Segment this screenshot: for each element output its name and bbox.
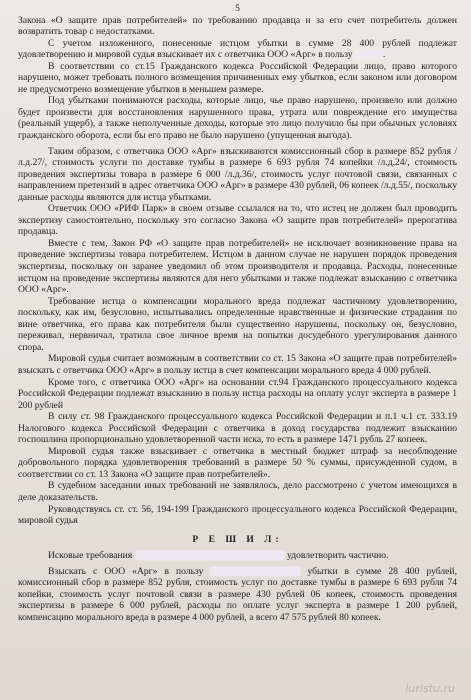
paragraph-6: Ответчик ООО «РИФ Парк» в своем отзыве ссылался на то, что истец не должен был проводить экспертизу самостоятельно, поскольку это согласно Закона «О защите прав потребителей» прерогатива продавца. — [18, 203, 457, 238]
ruling-recover-start: Взыскать с ООО «Арг» в пользу — [48, 565, 204, 577]
ruling-claims-end: удовлетворить частично. — [287, 550, 389, 562]
page-number: 5 — [235, 3, 240, 14]
redaction-mark — [135, 551, 285, 560]
paragraph-2-text: С учетом изложенного, понесенные истцом убытки в сумме 28 400 рублей подлежат удовлетворению и мировой судья взыскивает их с ответчика ООО «Арг» в пользу — [18, 37, 457, 61]
ruling-heading: Р Е Ш И Л: — [192, 533, 283, 545]
paragraph-1: Закона «О защите прав потребителей» по требованию продавца и за его счет потребитель должен возвратить товар с недостатками. — [18, 14, 457, 38]
paragraph-2: С учетом изложенного, понесенные истцом убытки в сумме 28 400 рублей подлежат удовлетворению и мировой судья взыскивает их с ответчика ООО «Арг» в пользу . — [18, 37, 457, 61]
paragraph-4: Под убытками понимаются расходы, которые лицо, чье право нарушено, произвело или должно будет произвести для восстановления нарушенного права, утрата или повреждение его имущества (реальный ущерб), а также неполученные доходы, которые это лицо получило бы при обычных условиях гражданского оборота, если бы его право не было нарушено (упущенная выгода). — [18, 95, 457, 142]
watermark: luristu.ru — [405, 682, 455, 696]
redaction-mark — [210, 567, 300, 576]
paragraph-8: Требование истца о компенсации морального вреда подлежат частичному удовлетворению, поскольку, как им, безусловно, испытывались определенные нравственные и физические страдания по вине ответчика, его права как потребителя были существенно нарушены, поскольку он, безусловно, переживал, нервничал, тратила свое личное время на попытки досудебного урегулирования данного спора. — [18, 295, 457, 353]
redaction-mark — [355, 50, 383, 59]
ruling-claims-start: Исковые требования — [48, 550, 133, 562]
paragraph-12: Мировой судья также взыскивает с ответчика в местный бюджет штраф за несоблюдение добровольного порядка удовлетворения требований в размере 50 % суммы, присужденной судом, в соответствии со ст. 13 Закона «О защите прав потребителей». — [18, 445, 457, 480]
ruling-claims — [18, 550, 457, 562]
paragraph-3: В соответствии со ст.15 Гражданского кодекса Российской Федерации лицо, право которого нарушено, может требовать полного возмещения причиненных ему убытков, если законом или договором не предусмотрено возмещение убытков в меньшем размере. — [18, 60, 457, 95]
paragraph-9: Мировой судья считает возможным в соответствии со ст. 15 Закона «О защите прав потребителей» взыскать с ответчика ООО «Арг» в пользу истца в счет компенсации морального вреда 4 000 рублей. — [18, 353, 457, 376]
paragraph-11: В силу ст. 98 Гражданского процессуального кодекса Российской Федерации и п.1 ч.1 ст. 333.19 Налогового кодекса Российской Федерации с ответчика в доход государства подлежит взысканию госпошлина пропорционально удовлетворенной части иска, то есть в размере 1471 рубль 27 копеек. — [18, 411, 457, 446]
ruling-recover-rest: убытки в сумме 28 400 рублей, комиссионный сбор в размере 852 рубля, стоимость услуг по доставке тумбы в размере 6 693 рубля 74 копейки, стоимость услуг почтовой связи в размере 430 рублей 06 копеек, стоимость проведения экспертизы в размере 6 000 рублей, расходы по оплате услуг эксперта в размере 1 200 рублей, компенсацию морального вреда в размере 4 000 рублей, а всего 47 575 рублей 80 копеек. — [18, 565, 457, 623]
paragraph-14: Руководствуясь ст. ст. 56, 194-199 Гражданского процессуального кодекса Российской Федерации, мировой судья — [18, 503, 457, 527]
paragraph-5: Таким образом, с ответчика ООО «Арг» взыскиваются комиссионный сбор в размере 852 рубля /л.д.27/, стоимость услуги по доставке тумбы в размере 6 693 рубля 74 копейки /л.д.24/, стоимость проведения экспертизы товара в размере 6 000 /л.д.36/, стоимость услуг почтовой связи, связанных с направлением претензий в адрес ответчика ООО «Арг» в размере 430 рублей, 06 копеек /л.д.55/, поскольку данные расходы являются для истца убытками. — [18, 145, 457, 203]
paragraph-13: В судебном заседании иных требований не заявлялось, дело рассмотрено с учетом имеющихся в деле доказательств. — [18, 480, 457, 503]
paragraph-7: Вместе с тем, Закон РФ «О защите прав потребителей» не исключает возникновение права на проведение экспертизы товара потребителем. Истцом в данном случае не нарушен порядок проведения экспертизы, поскольку он заранее уведомил об этом производителя и продавца. Расходы, понесенные истцом на проведение экспертизы являются для него убытками и также подлежат взысканию с ответчика ООО «Арг». — [18, 237, 457, 296]
paragraph-10: Кроме того, с ответчика ООО «Арг» на основании ст.94 Гражданского процессуального кодекса Российской Федерации подлежат взысканию в пользу истца расходы на оплату услуг эксперта в размере 1 200 рублей — [18, 376, 457, 411]
ruling-recover — [18, 566, 457, 624]
